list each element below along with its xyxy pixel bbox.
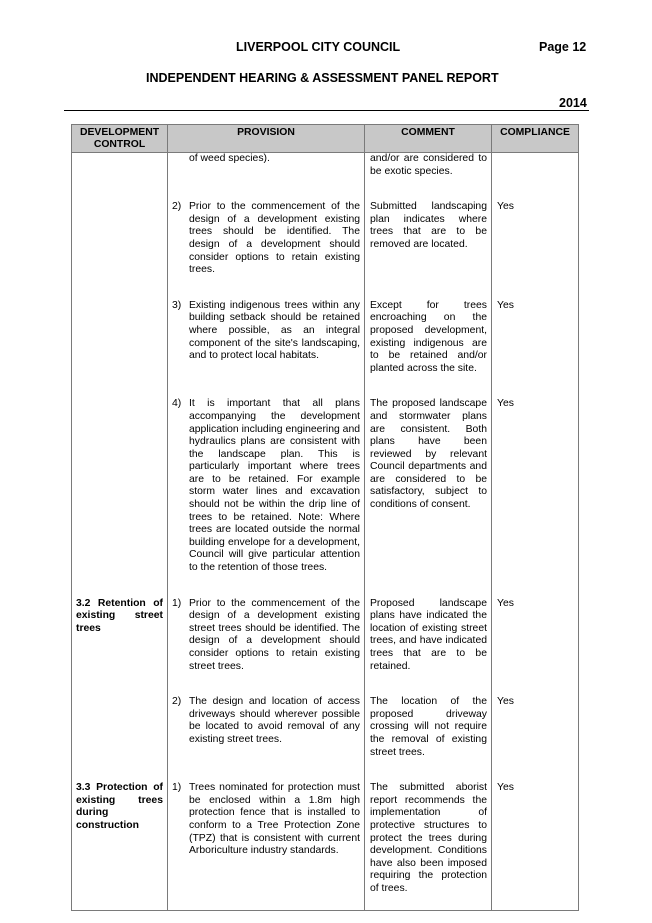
report-year: 2014 — [559, 96, 587, 110]
provision-number: 4) — [172, 398, 182, 410]
compliance-cell: Yes — [492, 773, 579, 910]
table-row — [72, 589, 579, 688]
col-header-compliance: COMPLIANCE — [492, 125, 579, 153]
compliance-cell: Yes — [492, 291, 579, 390]
table-row — [72, 773, 579, 910]
provision-number: 2) — [172, 696, 182, 708]
control-cell — [72, 153, 168, 193]
compliance-cell: Yes — [492, 192, 579, 291]
provision-text: Prior to the commencement of the design of a development existing trees should be identified. The design of a development should consider options to retain existing trees. — [189, 201, 360, 276]
provision-number: 2) — [172, 201, 182, 213]
table-row — [72, 389, 579, 588]
provision-cell — [168, 773, 365, 910]
table-header-row — [72, 125, 579, 153]
table-row — [72, 192, 579, 291]
col-header-comment: COMMENT — [365, 125, 492, 153]
comment-cell: The proposed landscape and stormwater plans are consistent. Both plans have been reviewed by relevant Council departments and are considered to be satisfactory, subject to conditions of consent. — [365, 389, 492, 588]
provision-text: The design and location of access driveways should wherever possible be located to avoid removal of any existing street trees. — [189, 696, 360, 745]
compliance-cell: Yes — [492, 589, 579, 688]
control-cell — [72, 291, 168, 390]
table-row — [72, 153, 579, 193]
compliance-cell — [492, 153, 579, 193]
control-cell — [72, 389, 168, 588]
provision-number: 1) — [172, 782, 182, 794]
provision-number — [172, 153, 189, 166]
provision-text: of weed species). — [189, 153, 270, 164]
provision-cell — [168, 589, 365, 688]
comment-cell: Submitted landscaping plan indicates where trees that are to be removed are located. — [365, 192, 492, 291]
page-number: Page 12 — [539, 40, 587, 54]
comment-cell: The submitted aborist report recommends the implementation of protective structures to protect the trees during development. Conditions have also been imposed requiring the protection of trees. — [365, 773, 492, 910]
council-name: LIVERPOOL CITY COUNCIL — [236, 40, 401, 54]
comment-cell: Proposed landscape plans have indicated the location of existing street trees, and have indicated trees that are to be retained. — [365, 589, 492, 688]
comment-cell: and/or are considered to be exotic species. — [365, 153, 492, 193]
compliance-cell: Yes — [492, 389, 579, 588]
provision-text: Trees nominated for protection must be enclosed within a 1.8m high protection fence that is installed to conform to a Tree Protection Zone (TPZ) that is consistent with current Arboriculture industry standards. — [189, 782, 360, 857]
comment-cell: Except for trees encroaching on the proposed development, existing indigenous are to be retained and/or planted across the site. — [365, 291, 492, 390]
provision-cell — [168, 291, 365, 390]
comment-cell: The location of the proposed driveway crossing will not require the removal of existing street trees. — [365, 687, 492, 773]
control-cell: 3.3 Protection of existing trees during construction — [72, 773, 168, 910]
col-header-control: DEVELOPMENT CONTROL — [72, 125, 168, 153]
control-cell — [72, 687, 168, 773]
provision-text: It is important that all plans accompanying the development application including engineering and hydraulics plans are consistent with the landscape plan. This is particularly important where trees are to be retained. For example storm water lines and excavation should not be within the drip line of trees to be retained. Note: Where trees are located outside the normal building envelope for a development, Council will give particular attention to the retention of those trees. — [189, 398, 360, 574]
report-title: INDEPENDENT HEARING & ASSESSMENT PANEL REPORT — [146, 71, 499, 85]
provision-cell — [168, 153, 365, 193]
table-row — [72, 291, 579, 390]
provision-number: 1) — [172, 597, 182, 609]
provision-cell — [168, 192, 365, 291]
provision-cell — [168, 687, 365, 773]
control-cell — [72, 192, 168, 291]
compliance-cell: Yes — [492, 687, 579, 773]
provision-number: 3) — [172, 299, 182, 311]
provision-text: Existing indigenous trees within any building setback should be retained where possible, as an integral component of the site's landscaping, and to protect local habitats. — [189, 299, 360, 362]
table-row — [72, 687, 579, 773]
provision-cell — [168, 389, 365, 588]
compliance-table — [71, 124, 579, 911]
header-rule — [64, 110, 589, 111]
col-header-provision: PROVISION — [168, 125, 365, 153]
control-cell: 3.2 Retention of existing street trees — [72, 589, 168, 688]
provision-text: Prior to the commencement of the design of a development existing street trees should be identified. The design of a development should consider options to retain existing street trees. — [189, 597, 360, 672]
